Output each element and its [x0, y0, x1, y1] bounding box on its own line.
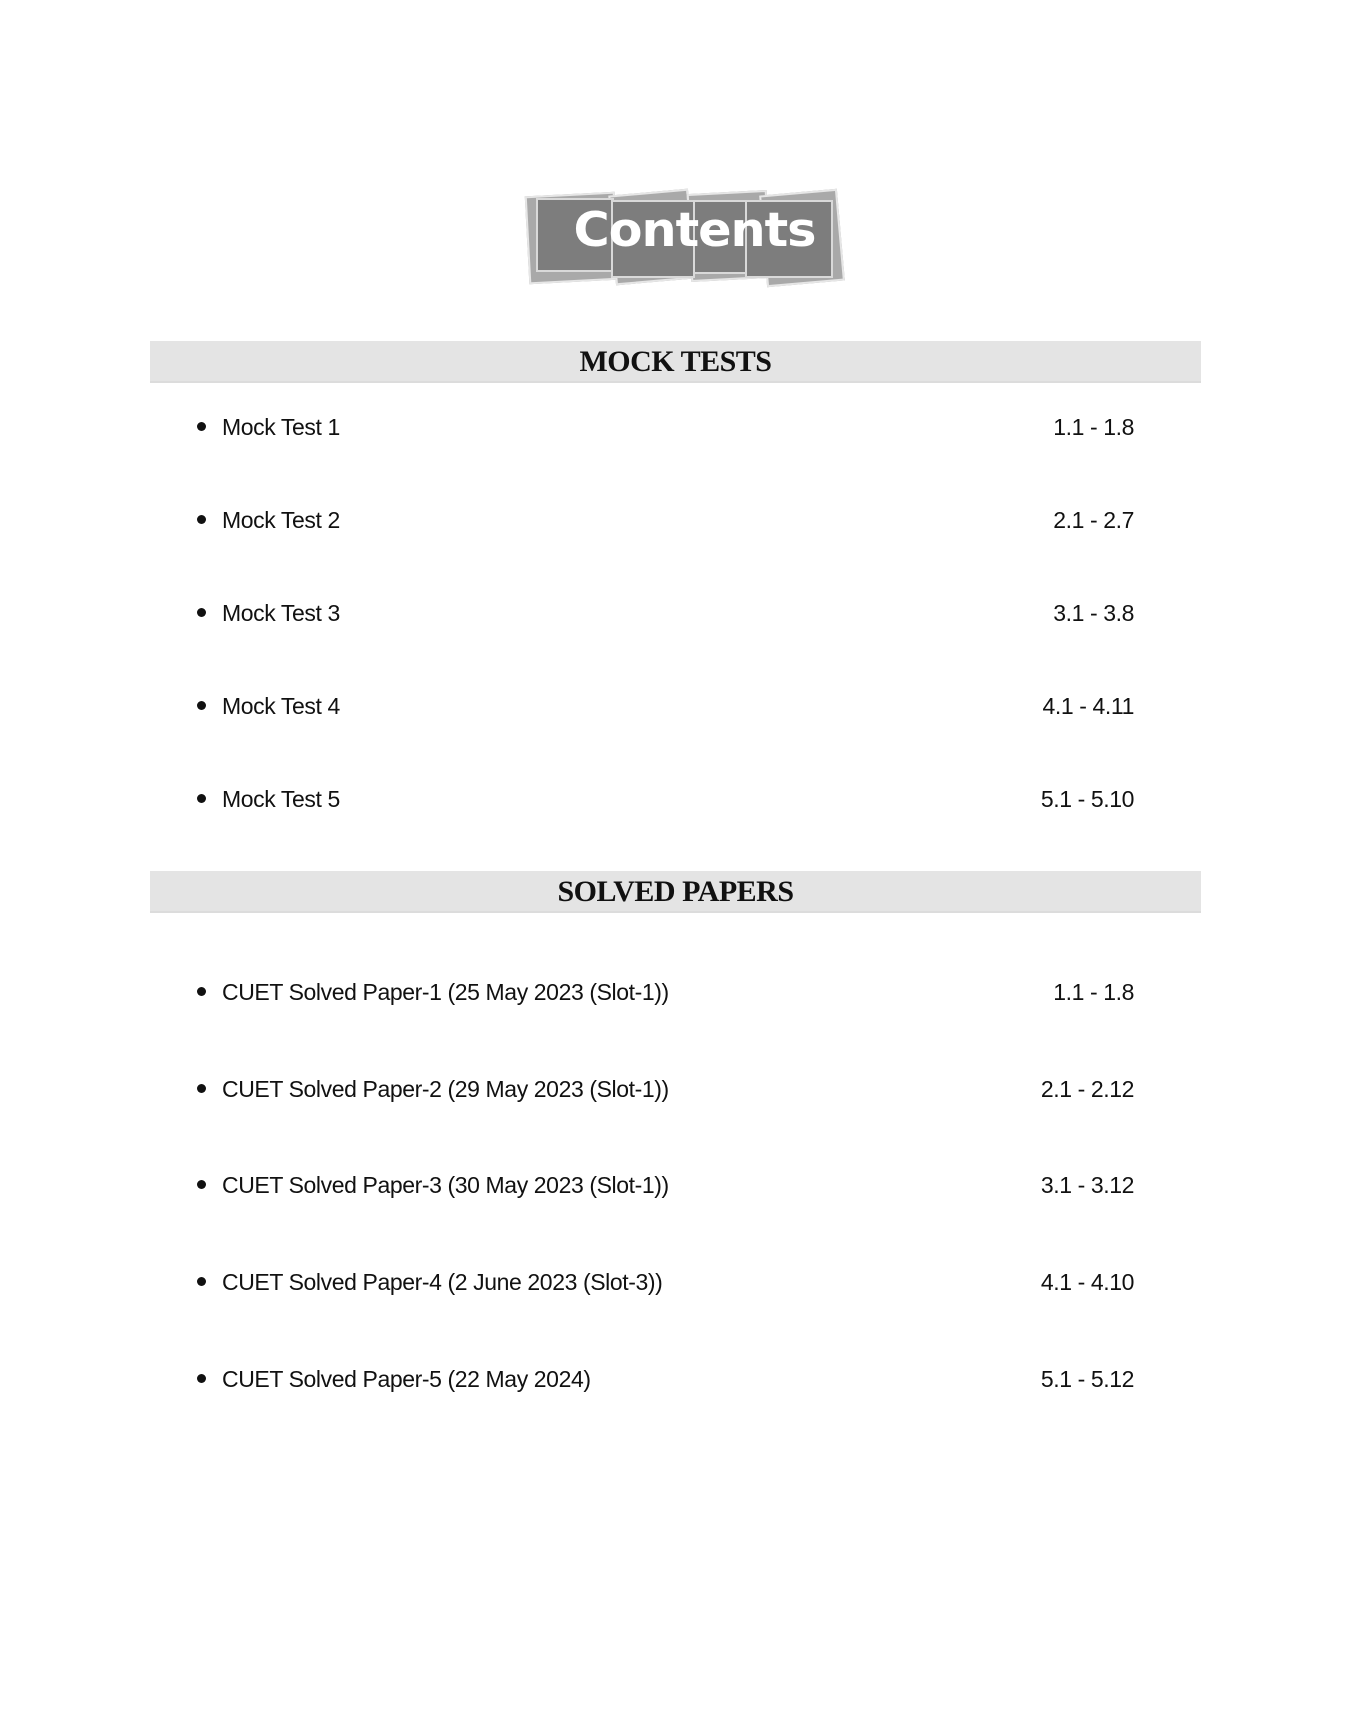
toc-row[interactable] [190, 598, 1134, 628]
toc-row[interactable] [190, 1074, 1134, 1104]
section-title: MOCK TESTS [579, 345, 772, 378]
toc-pages: 2.1 - 2.7 [1053, 507, 1134, 533]
toc-pages: 3.1 - 3.8 [1053, 600, 1134, 626]
toc-label: Mock Test 5 [222, 786, 340, 812]
bullet-icon [197, 1277, 206, 1286]
toc-pages: 1.1 - 1.8 [1053, 979, 1134, 1005]
logo-title: Contents [573, 203, 816, 258]
toc-row[interactable] [190, 412, 1134, 442]
bullet-icon [197, 1180, 206, 1189]
toc-label: Mock Test 3 [222, 600, 340, 626]
toc-pages: 2.1 - 2.12 [1040, 1076, 1134, 1102]
bullet-icon [197, 608, 206, 617]
toc-label: CUET Solved Paper-3 (30 May 2023 (Slot-1)) [222, 1172, 669, 1198]
toc-label: Mock Test 2 [222, 507, 340, 533]
toc-label: CUET Solved Paper-4 (2 June 2023 (Slot-3)) [222, 1269, 663, 1295]
toc-pages: 5.1 - 5.12 [1040, 1366, 1134, 1392]
toc-label: CUET Solved Paper-5 (22 May 2024) [222, 1366, 591, 1392]
bullet-icon [197, 422, 206, 431]
bullet-icon [197, 987, 206, 996]
toc-row[interactable] [190, 784, 1134, 814]
toc-label: Mock Test 4 [222, 693, 340, 719]
bullet-icon [197, 1374, 206, 1383]
toc-label: Mock Test 1 [222, 414, 340, 440]
toc-pages: 1.1 - 1.8 [1053, 414, 1134, 440]
bullet-icon [197, 1084, 206, 1093]
contents-logo [527, 186, 841, 288]
toc-pages: 4.1 - 4.10 [1040, 1269, 1134, 1295]
section-header-solved-papers [150, 871, 1201, 913]
toc-row[interactable] [190, 1170, 1134, 1200]
section-title: SOLVED PAPERS [557, 875, 794, 908]
toc-pages: 4.1 - 4.11 [1042, 693, 1134, 719]
bullet-icon [197, 515, 206, 524]
toc-row[interactable] [190, 505, 1134, 535]
toc-row[interactable] [190, 691, 1134, 721]
toc-row[interactable] [190, 1267, 1134, 1297]
toc-label: CUET Solved Paper-1 (25 May 2023 (Slot-1)) [222, 979, 669, 1005]
toc-label: CUET Solved Paper-2 (29 May 2023 (Slot-1)) [222, 1076, 669, 1102]
bullet-icon [197, 701, 206, 710]
bullet-icon [197, 794, 206, 803]
toc-pages: 3.1 - 3.12 [1040, 1172, 1134, 1198]
section-header-mock-tests [150, 341, 1201, 383]
toc-row[interactable] [190, 1364, 1134, 1394]
toc-pages: 5.1 - 5.10 [1040, 786, 1134, 812]
toc-row[interactable] [190, 977, 1134, 1007]
